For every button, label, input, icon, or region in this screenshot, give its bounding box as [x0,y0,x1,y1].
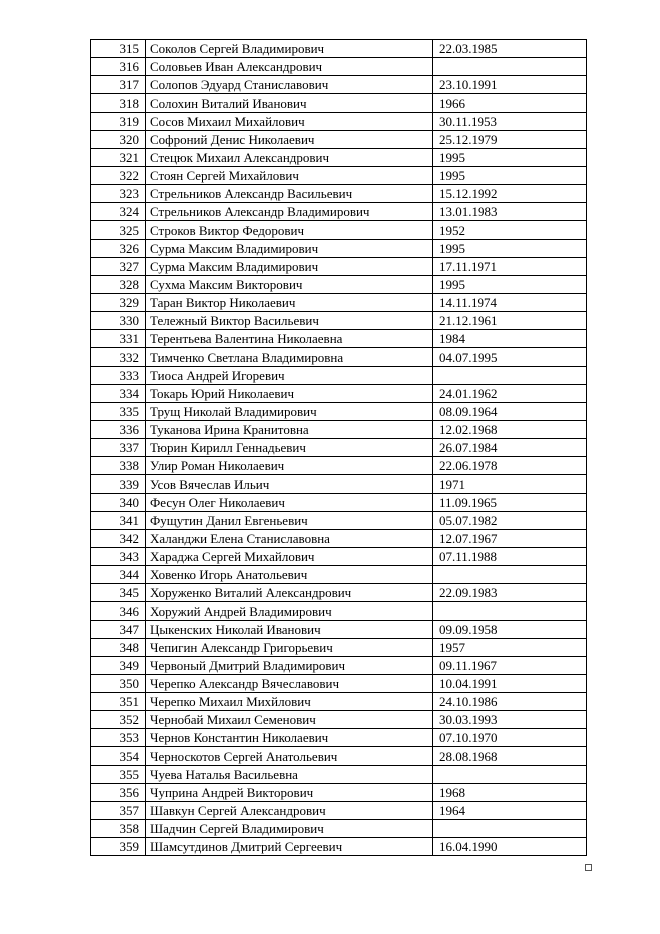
table-row [91,638,587,656]
birth-date: 15.12.1992 [433,185,587,203]
person-name: Стрельников Александр Васильевич [146,185,433,203]
birth-date: 25.12.1979 [433,130,587,148]
person-name: Хараджа Сергей Михайлович [146,547,433,565]
person-name: Шамсутдинов Дмитрий Сергеевич [146,838,433,856]
birth-date: 1984 [433,330,587,348]
row-number: 336 [91,420,146,438]
row-number: 359 [91,838,146,856]
birth-date: 09.11.1967 [433,656,587,674]
row-number: 348 [91,638,146,656]
row-number: 322 [91,166,146,184]
birth-date: 1995 [433,166,587,184]
table-row [91,203,587,221]
birth-date: 1964 [433,801,587,819]
person-name: Сухма Максим Викторович [146,275,433,293]
birth-date: 1995 [433,148,587,166]
birth-date: 30.11.1953 [433,112,587,130]
person-name: Халанджи Елена Станиславовна [146,529,433,547]
person-name: Стоян Сергей Михайлович [146,166,433,184]
table-row [91,547,587,565]
row-number: 330 [91,312,146,330]
row-number: 325 [91,221,146,239]
person-name: Туканова Ирина Кранитовна [146,420,433,438]
person-name: Ховенко Игорь Анатольевич [146,566,433,584]
person-name: Соловьев Иван Александрович [146,58,433,76]
birth-date: 24.01.1962 [433,384,587,402]
row-number: 343 [91,547,146,565]
table-row [91,293,587,311]
row-number: 329 [91,293,146,311]
table-row [91,420,587,438]
birth-date: 26.07.1984 [433,439,587,457]
table-row [91,656,587,674]
row-number: 356 [91,783,146,801]
birth-date: 17.11.1971 [433,257,587,275]
person-name: Стецюк Михаил Александрович [146,148,433,166]
row-number: 328 [91,275,146,293]
table-row [91,584,587,602]
row-number: 353 [91,729,146,747]
birth-date: 1966 [433,94,587,112]
row-number: 358 [91,820,146,838]
birth-date: 1995 [433,239,587,257]
row-number: 340 [91,493,146,511]
birth-date: 14.11.1974 [433,293,587,311]
row-number: 342 [91,529,146,547]
table-row [91,275,587,293]
birth-date: 1957 [433,638,587,656]
row-number: 351 [91,693,146,711]
person-name: Чепигин Александр Григорьевич [146,638,433,656]
table-row [91,765,587,783]
table-row [91,94,587,112]
row-number: 332 [91,348,146,366]
person-name: Чуприна Андрей Викторович [146,783,433,801]
table-row [91,112,587,130]
row-number: 339 [91,475,146,493]
birth-date [433,820,587,838]
row-number: 316 [91,58,146,76]
birth-date: 08.09.1964 [433,402,587,420]
row-number: 341 [91,511,146,529]
paragraph-end-mark [585,864,592,871]
row-number: 354 [91,747,146,765]
table-row [91,693,587,711]
table-row [91,838,587,856]
table-row [91,58,587,76]
person-name: Сосов Михаил Михайлович [146,112,433,130]
birth-date: 09.09.1958 [433,620,587,638]
row-number: 331 [91,330,146,348]
table-row [91,457,587,475]
table-row [91,312,587,330]
row-number: 315 [91,40,146,58]
table-row [91,729,587,747]
row-number: 346 [91,602,146,620]
person-name: Трущ Николай Владимирович [146,402,433,420]
person-name: Тиоса Андрей Игоревич [146,366,433,384]
table-row [91,566,587,584]
table-row [91,711,587,729]
person-name: Хоружий Андрей Владимирович [146,602,433,620]
table-row [91,439,587,457]
table-row [91,801,587,819]
row-number: 319 [91,112,146,130]
table-row [91,40,587,58]
person-name: Токарь Юрий Николаевич [146,384,433,402]
table-row [91,257,587,275]
row-number: 347 [91,620,146,638]
birth-date: 12.07.1967 [433,529,587,547]
table-row [91,511,587,529]
birth-date: 11.09.1965 [433,493,587,511]
birth-date: 1968 [433,783,587,801]
person-name: Тимченко Светлана Владимировна [146,348,433,366]
person-name: Строков Виктор Федорович [146,221,433,239]
row-number: 326 [91,239,146,257]
table-row [91,747,587,765]
persons-table [90,39,587,856]
birth-date: 24.10.1986 [433,693,587,711]
table-row [91,529,587,547]
table-row [91,130,587,148]
row-number: 324 [91,203,146,221]
birth-date: 10.04.1991 [433,674,587,692]
row-number: 334 [91,384,146,402]
birth-date: 12.02.1968 [433,420,587,438]
person-name: Солопов Эдуард Станиславович [146,76,433,94]
row-number: 337 [91,439,146,457]
row-number: 327 [91,257,146,275]
row-number: 344 [91,566,146,584]
person-name: Чуева Наталья Васильевна [146,765,433,783]
table-row [91,148,587,166]
birth-date: 23.10.1991 [433,76,587,94]
table-row [91,602,587,620]
person-name: Стрельников Александр Владимирович [146,203,433,221]
person-name: Черепко Александр Вячеславович [146,674,433,692]
person-name: Хоруженко Виталий Александрович [146,584,433,602]
person-name: Шадчин Сергей Владимирович [146,820,433,838]
person-name: Червоный Дмитрий Владимирович [146,656,433,674]
person-name: Соколов Сергей Владимирович [146,40,433,58]
table-row [91,475,587,493]
row-number: 350 [91,674,146,692]
birth-date [433,366,587,384]
birth-date: 22.06.1978 [433,457,587,475]
person-name: Фесун Олег Николаевич [146,493,433,511]
birth-date: 16.04.1990 [433,838,587,856]
table-row [91,348,587,366]
table-row [91,239,587,257]
birth-date: 28.08.1968 [433,747,587,765]
row-number: 355 [91,765,146,783]
birth-date: 1995 [433,275,587,293]
row-number: 349 [91,656,146,674]
row-number: 338 [91,457,146,475]
table-row [91,330,587,348]
person-name: Шавкун Сергей Александрович [146,801,433,819]
person-name: Таран Виктор Николаевич [146,293,433,311]
person-name: Солохин Виталий Иванович [146,94,433,112]
table-row [91,402,587,420]
birth-date [433,765,587,783]
row-number: 333 [91,366,146,384]
birth-date: 04.07.1995 [433,348,587,366]
table-row [91,674,587,692]
person-name: Улир Роман Николаевич [146,457,433,475]
row-number: 357 [91,801,146,819]
table-row [91,166,587,184]
row-number: 323 [91,185,146,203]
row-number: 345 [91,584,146,602]
row-number: 352 [91,711,146,729]
birth-date: 13.01.1983 [433,203,587,221]
row-number: 320 [91,130,146,148]
birth-date: 22.03.1985 [433,40,587,58]
table-row [91,76,587,94]
table-row [91,366,587,384]
birth-date [433,58,587,76]
person-name: Фущутин Данил Евгеньевич [146,511,433,529]
person-name: Чернобай Михаил Семенович [146,711,433,729]
person-name: Цыкенских Николай Иванович [146,620,433,638]
birth-date: 07.10.1970 [433,729,587,747]
person-name: Софроний Денис Николаевич [146,130,433,148]
person-name: Чернов Константин Николаевич [146,729,433,747]
birth-date: 21.12.1961 [433,312,587,330]
row-number: 321 [91,148,146,166]
birth-date [433,566,587,584]
person-name: Черепко Михаил Михйлович [146,693,433,711]
row-number: 317 [91,76,146,94]
birth-date: 07.11.1988 [433,547,587,565]
table-row [91,384,587,402]
table-row [91,185,587,203]
birth-date: 22.09.1983 [433,584,587,602]
birth-date: 30.03.1993 [433,711,587,729]
table-row [91,221,587,239]
person-name: Черноскотов Сергей Анатольевич [146,747,433,765]
table-row [91,783,587,801]
person-name: Тележный Виктор Васильевич [146,312,433,330]
person-name: Усов Вячеслав Ильич [146,475,433,493]
person-name: Сурма Максим Владимирович [146,257,433,275]
birth-date: 1971 [433,475,587,493]
person-name: Сурма Максим Владимирович [146,239,433,257]
table-row [91,820,587,838]
table-body [91,40,587,856]
row-number: 335 [91,402,146,420]
person-name: Терентьева Валентина Николаевна [146,330,433,348]
row-number: 318 [91,94,146,112]
birth-date: 05.07.1982 [433,511,587,529]
person-name: Тюрин Кирилл Геннадьевич [146,439,433,457]
birth-date [433,602,587,620]
table-row [91,493,587,511]
table-row [91,620,587,638]
birth-date: 1952 [433,221,587,239]
